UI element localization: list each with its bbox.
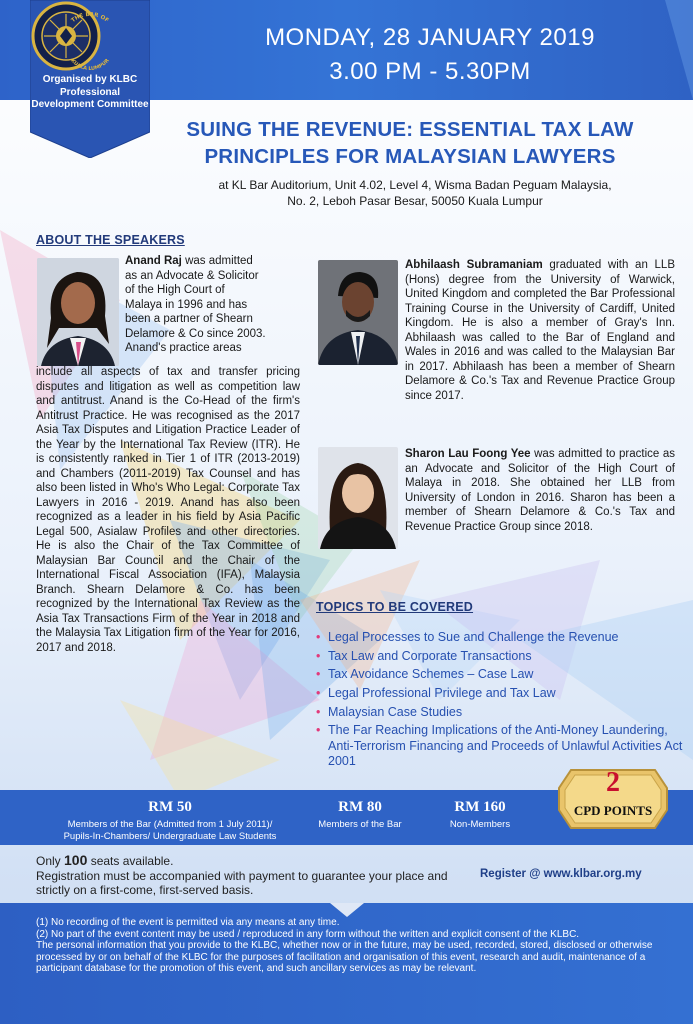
title-line-1: SUING THE REVENUE: ESSENTIAL TAX LAW [186,118,634,141]
speaker-name-abhilaash: Abhilaash Subramaniam [405,259,543,271]
fee-desc: Members of the Bar [318,819,402,830]
list-item: • Tax Law and Corporate Transactions [316,649,686,665]
bio-line: Malaya in 1996 and has [125,298,248,311]
logo-text-top: THE BAR OF [70,11,110,24]
seats-line [36,853,456,869]
speaker-bio-anand-rest: include all aspects of tax and transfer pricing disputes and litigation as well as competition law and antitrust. Anand is the Co-Head of the firm's Antitrust Practice. He was recognised as the 2017 Asia Tax Disputes and Litigation Practice Leader of the Year by the International Tax Review (ITR). He is consistently ranked in Tier 1 of ITR (2013-2019) and Chambers (2011-2019) Tax Counsel and has also been listed in Who's Who Legal: Corporate Tax Lawyers in 2016 - 2019. Anand has also been recognized as a leader in his field by Asia Pacific Legal 500, Asialaw Profiles and other directories. He is also the Chair of the Tax Committee of Malaysian Bar Council and the Chair of the International Fiscal Association (IFA), Malaysia Branch. Shearn Delamore & Co. has been recognized by the International Tax Review as the Asia Tax Transactions Firm of the Year in 2018 and the Malaysia Tax Litigation firm of the Year for 2016, 2017 and 2018. [36,366,300,654]
list-item: • Tax Avoidance Schemes – Case Law [316,667,686,683]
logo-text-bottom: KUALA LUMPUR [69,57,111,73]
fee-price: RM 80 [338,799,382,815]
speaker-bio-abhilaash-top [405,258,675,403]
bio-line: been a partner of Shearn [125,313,253,325]
speaker-bio-abhilaash-text: graduated with an LLB (Hons) degree from the University of Warwick, United Kingdom and completed the Bar Professional Training Course in the University of Cardiff, United Kingdom. He is also a member of Gray's Inn. Abhilaash was called to the Bar of England and Wales in 2016 and was called to the Malaysian Bar in 2017. Abhilaash has been a member of Shearn Delamore & Co.'s Tax and Revenue Practice Group since 2017. [405,259,675,402]
bio-line: as an Advocate & Solicitor [125,269,259,282]
registration-info [36,853,456,898]
bio-line: of the High Court of [125,284,225,296]
logo-text-ring [54,6,126,78]
speaker-name-anand: Anand Raj [125,255,182,267]
list-item: • Legal Professional Privilege and Tax Law [316,686,686,702]
topics-list [316,630,686,773]
speaker-photo-anand [37,258,119,366]
event-title [150,116,670,170]
fee-desc: Non-Members [449,819,511,830]
speaker-bio-sharon [405,447,675,534]
list-item: • The Far Reaching Implications of the Anti-Money Laundering, Anti-Terrorism Financing and Proceeds of Unlawful Activities Act 2001 [316,723,686,770]
speaker-name-sharon: Sharon Lau Foong Yee [405,448,531,460]
notes-pointer [330,903,364,917]
event-time: 3.00 PM - 5.30PM [329,58,531,85]
fee-price: RM 50 [148,799,192,815]
organiser-text: Organised by KLBC Professional Development Committee [31,74,149,110]
fee-price: RM 160 [454,799,506,815]
fee-desc: Members of the Bar (Admitted from 1 July 2011)/ [67,819,273,830]
venue-line-2: No. 2, Leboh Pasar Besar, 50050 Kuala Lumpur [287,194,543,208]
register-link[interactable]: Register @ www.klbar.org.my [480,868,642,880]
event-date: MONDAY, 28 JANUARY 2019 [265,24,595,51]
svg-text:THE BAR OF [70,12,109,24]
speaker-photo-sharon [318,447,398,549]
fee-members-new [20,799,320,843]
cpd-label: CPD POINTS [573,803,653,818]
seats-prefix: Only [36,854,65,868]
notes [36,917,678,975]
note-recording: (1) No recording of the event is permitted via any means at any time. [36,917,340,928]
topics-heading: TOPICS TO BE COVERED [316,600,474,614]
seats-count: 100 [64,852,88,868]
note-reproduction: (2) No part of the event content may be used / reproduced in any form without the written and explicit consent of the KLBC. [36,928,580,940]
note-privacy: The personal information that you provide to the KLBC, whether now or in the future, may be used, recorded, stored, disclosed or otherwise processed by or on behalf of the KLBC for the purposes of facilitation and organisation of this event, research and audit, maintenance of a participant database for the promotion of this event, and such ancillary services as may be relevant. [36,940,653,975]
bio-line: Anand's practice areas [125,342,242,354]
list-item: • Legal Processes to Sue and Challenge the Revenue [316,630,686,646]
title-line-2: PRINCIPLES FOR MALAYSIAN LAWYERS [204,145,616,168]
svg-text:KUALA LUMPUR [69,58,111,72]
payment-note: Registration must be accompanied with payment to guarantee your place and strictly on a first-come, first-served basis. [36,868,448,897]
speaker-bio-anand-top [125,254,300,356]
speakers-heading: ABOUT THE SPEAKERS [36,233,185,247]
speaker-photo-abhilaash [318,260,398,365]
seats-suffix: seats available. [87,854,174,868]
bio-line: Delamore & Co since 2003. [125,327,266,340]
speaker-bio-sharon-text: was admitted to practice as an Advocate and Solicitor of the High Court of Malaya in 2018. She obtained her LLB from University of London in 2016. Sharon has been a member of Shearn Delamore & Co.'s Tax and Revenue Practice Group since 2018. [405,448,675,533]
fee-desc: Pupils-In-Chambers/ Undergraduate Law Students [63,831,277,842]
fee-non-members [420,799,540,831]
cpd-number: 2 [606,767,620,798]
venue [165,177,665,209]
list-item: • Malaysian Case Studies [316,705,686,721]
bio-line: was admitted [181,255,253,267]
venue-line-1: at KL Bar Auditorium, Unit 4.02, Level 4, Wisma Badan Peguam Malaysia, [218,178,612,192]
fee-members [300,799,420,831]
